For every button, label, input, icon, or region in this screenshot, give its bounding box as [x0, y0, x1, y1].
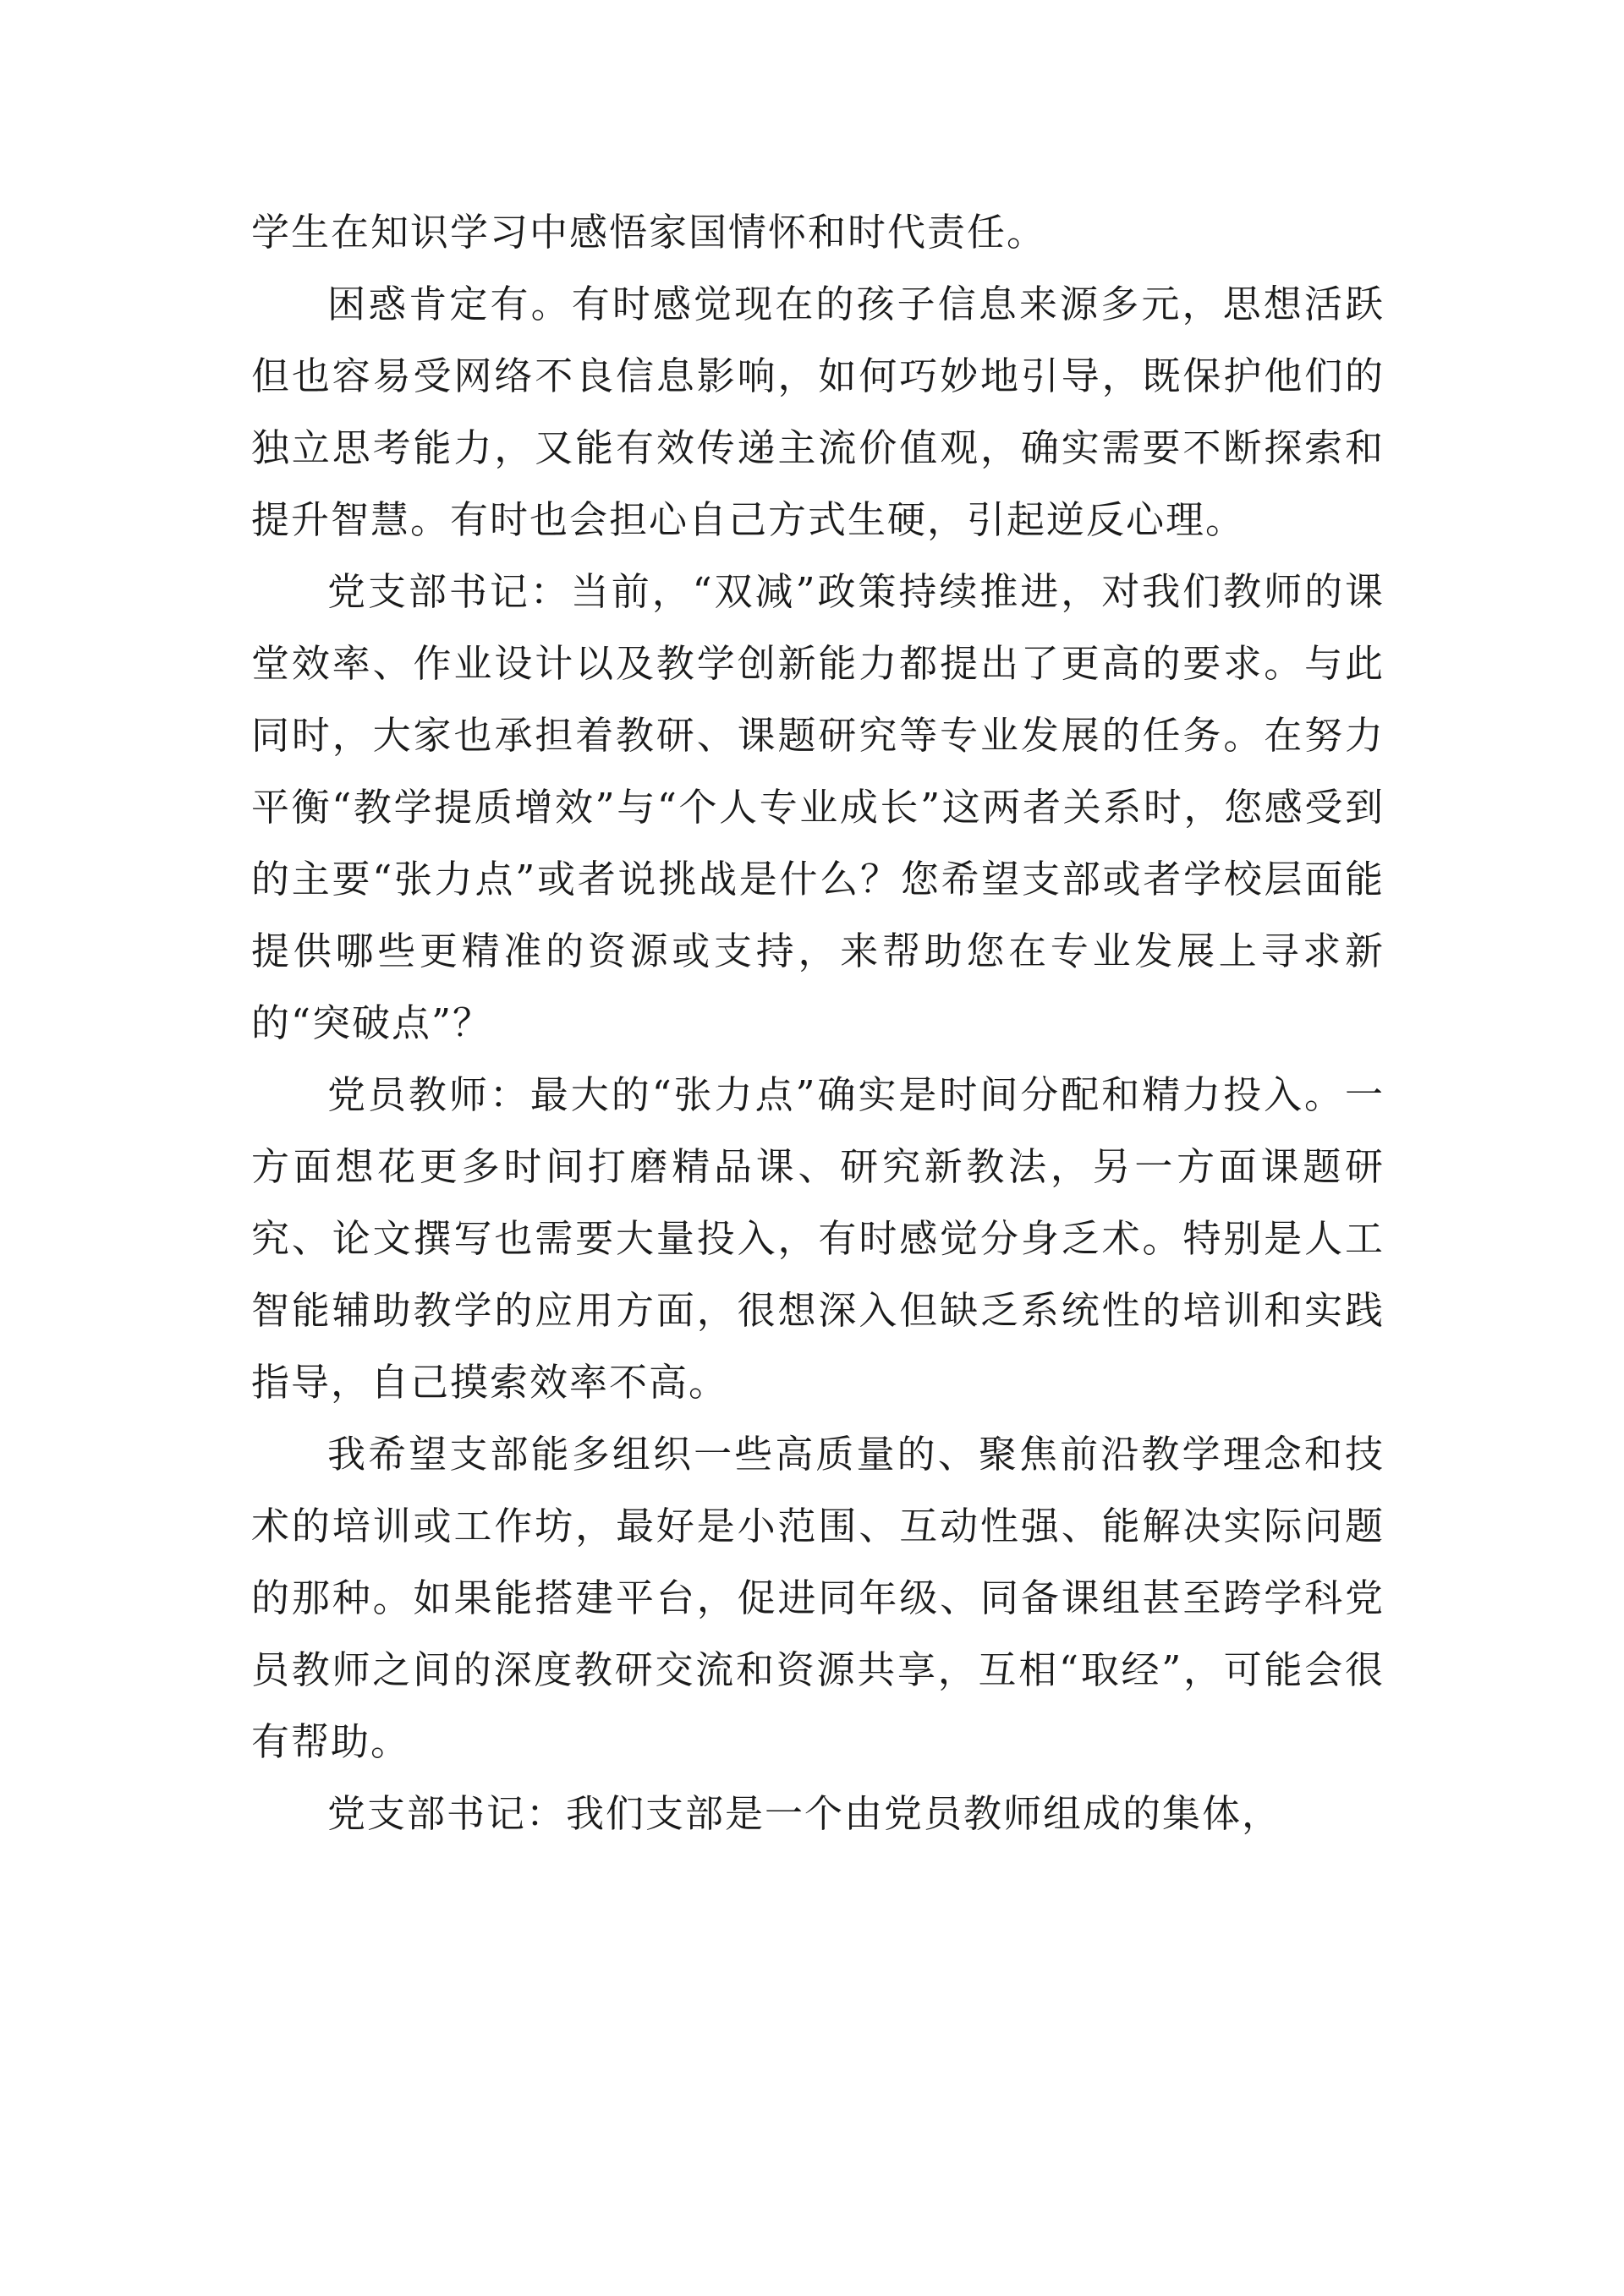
paragraph-secretary-question: 党支部书记：当前，“双减”政策持续推进，对我们教师的课堂效率、作业设计以及教学创新能力都提出了更高的要求。与此同时，大家也承担着教研、课题研究等专业发展的任务。在努力平衡“教学提质增效”与“个人专业成长”这两者关系时，您感受到的主要“张力点”或者说挑战是什么？您希望支部或者学校层面能提供哪些更精准的资源或支持，来帮助您在专业发展上寻求新的“突破点”？ — [251, 569, 1385, 1045]
paragraph-confusion: 困惑肯定有。有时感觉现在的孩子信息来源多元，思想活跃但也容易受网络不良信息影响，如何巧妙地引导，既保护他们的独立思考能力，又能有效传递主流价值观，确实需要不断探索和提升智慧。有时也会担心自己方式生硬，引起逆反心理。 — [251, 282, 1385, 542]
paragraph-secretary-closing: 党支部书记：我们支部是一个由党员教师组成的集体， — [327, 1791, 1282, 1836]
document-body — [251, 196, 1385, 1849]
paragraph-teacher-hope: 我希望支部能多组织一些高质量的、聚焦前沿教学理念和技术的培训或工作坊，最好是小范围、互动性强、能解决实际问题的那种。如果能搭建平台，促进同年级、同备课组甚至跨学科党员教师之间的深度教研交流和资源共享，互相“取经”，可能会很有帮助。 — [251, 1432, 1385, 1764]
paragraph-continued: 学生在知识学习中感悟家国情怀和时代责任。 — [251, 210, 1047, 255]
paragraph-teacher-answer: 党员教师：最大的“张力点”确实是时间分配和精力投入。一方面想花更多时间打磨精品课、研究新教法，另一方面课题研究、论文撰写也需要大量投入，有时感觉分身乏术。特别是人工智能辅助教学的应用方面，很想深入但缺乏系统性的培训和实践指导，自己摸索效率不高。 — [251, 1072, 1385, 1405]
